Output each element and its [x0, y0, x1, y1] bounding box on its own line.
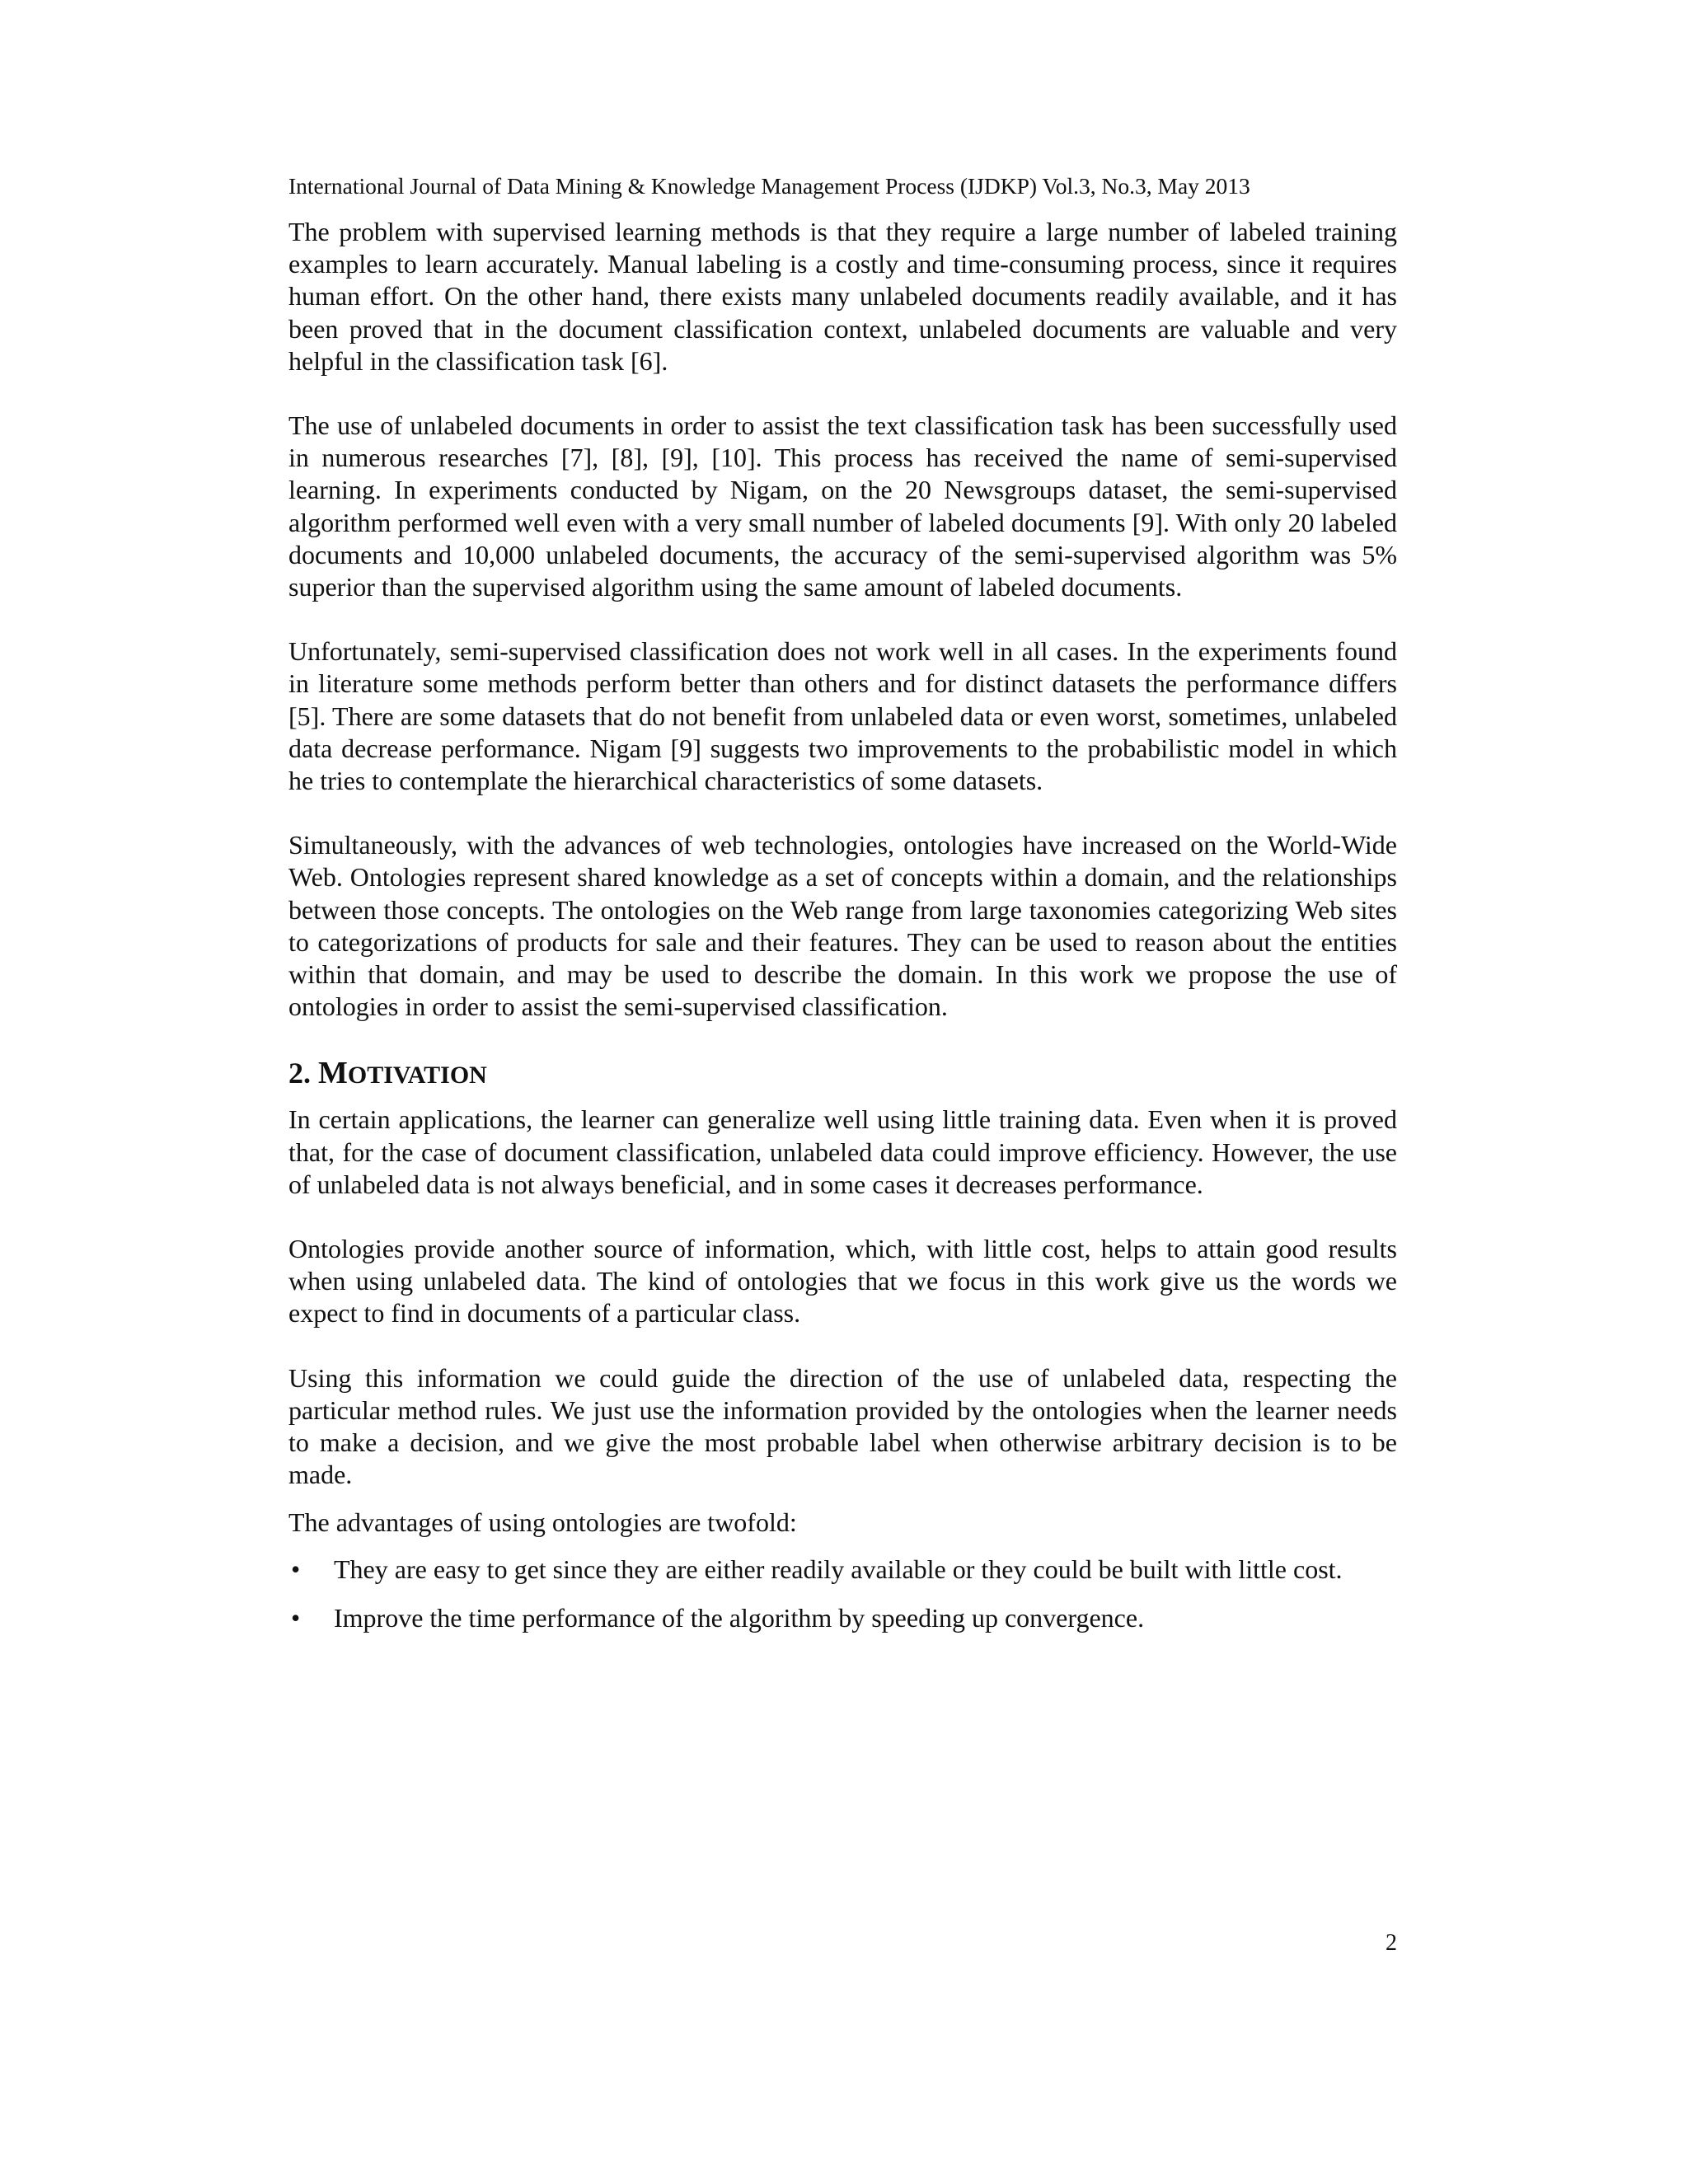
paragraph-advantages-intro: The advantages of using ontologies are twofold:	[288, 1507, 797, 1537]
section-heading-motivation	[288, 1052, 1397, 1097]
body-text	[288, 216, 1397, 1651]
paragraph-semi-supervised: The use of unlabeled documents in order to assist the text classification task has been successfully used in numerous researches [7], [8], [9], [10]. This process has received the name of semi-supervised learning. In experiments conducted by Nigam, on the 20 Newsgroups dataset, the semi-supervised algorithm performed well even with a very small number of labeled documents [9]. With only 20 labeled documents and 10,000 unlabeled documents, the accuracy of the semi-supervised algorithm was 5% superior than the supervised algorithm using the same amount of labeled documents.	[288, 410, 1397, 602]
section-number: 2.	[288, 1057, 311, 1090]
running-header: International Journal of Data Mining & Knowledge Management Process (IJDKP) Vol.3, No.3, May 2013	[288, 173, 1250, 199]
page-number: 2	[1386, 1930, 1397, 1956]
paper-page	[288, 0, 1397, 2184]
paragraph-motivation-ontologies-info: Ontologies provide another source of information, which, with little cost, helps to attain good results when using unlabeled data. The kind of ontologies that we focus in this work give us the words we expect to find in documents of a particular class.	[288, 1234, 1397, 1329]
paragraph-ontologies: Simultaneously, with the advances of web technologies, ontologies have increased on the World-Wide Web. Ontologies represent shared knowledge as a set of concepts within a domain, and the relationships between those concepts. The ontologies on the Web range from large taxonomies categorizing Web sites to categorizations of products for sale and their features. They can be used to reason about the entities within that domain, and may be used to describe the domain. In this work we propose the use of ontologies in order to assist the semi-supervised classification.	[288, 830, 1397, 1022]
list-item	[288, 1602, 1397, 1634]
section-title-rest: OTIVATION	[347, 1062, 487, 1090]
paragraph-supervised-problem: The problem with supervised learning methods is that they require a large number of labeled training examples to learn accurately. Manual labeling is a costly and time-consuming process, since it requires human effort. On the other hand, there exists many unlabeled documents readily available, and it has been proved that in the document classification context, unlabeled documents are valuable and very helpful in the classification task [6].	[288, 217, 1397, 376]
bullet-icon: •	[291, 1554, 301, 1584]
paragraph-limitations: Unfortunately, semi-supervised classification does not work well in all cases. In the experiments found in literature some methods perform better than others and for distinct datasets the performance differs [5]. There are some datasets that do not benefit from unlabeled data or even worst, sometimes, unlabeled data decrease performance. Nigam [9] suggests two improvements to the probabilistic model in which he tries to contemplate the hierarchical characteristics of some datasets.	[288, 636, 1397, 796]
list-item-text: They are easy to get since they are either readily available or they could be built with little cost.	[334, 1554, 1343, 1584]
list-item	[288, 1554, 1397, 1586]
bullet-icon: •	[291, 1602, 301, 1633]
list-item-text: Improve the time performance of the algorithm by speeding up convergence.	[334, 1602, 1145, 1633]
section-title-initial: M	[318, 1056, 348, 1091]
paragraph-motivation-generalize: In certain applications, the learner can generalize well using little training data. Even when it is proved that, for the case of document classification, unlabeled data could improve efficiency. However, the use of unlabeled data is not always beneficial, and in some cases it decreases performance.	[288, 1104, 1397, 1199]
paragraph-motivation-guide: Using this information we could guide the direction of the use of unlabeled data, respecting the particular method rules. We just use the information provided by the ontologies when the learner needs to make a decision, and we give the most probable label when otherwise arbitrary decision is to be made.	[288, 1362, 1397, 1490]
advantages-list	[288, 1554, 1397, 1634]
